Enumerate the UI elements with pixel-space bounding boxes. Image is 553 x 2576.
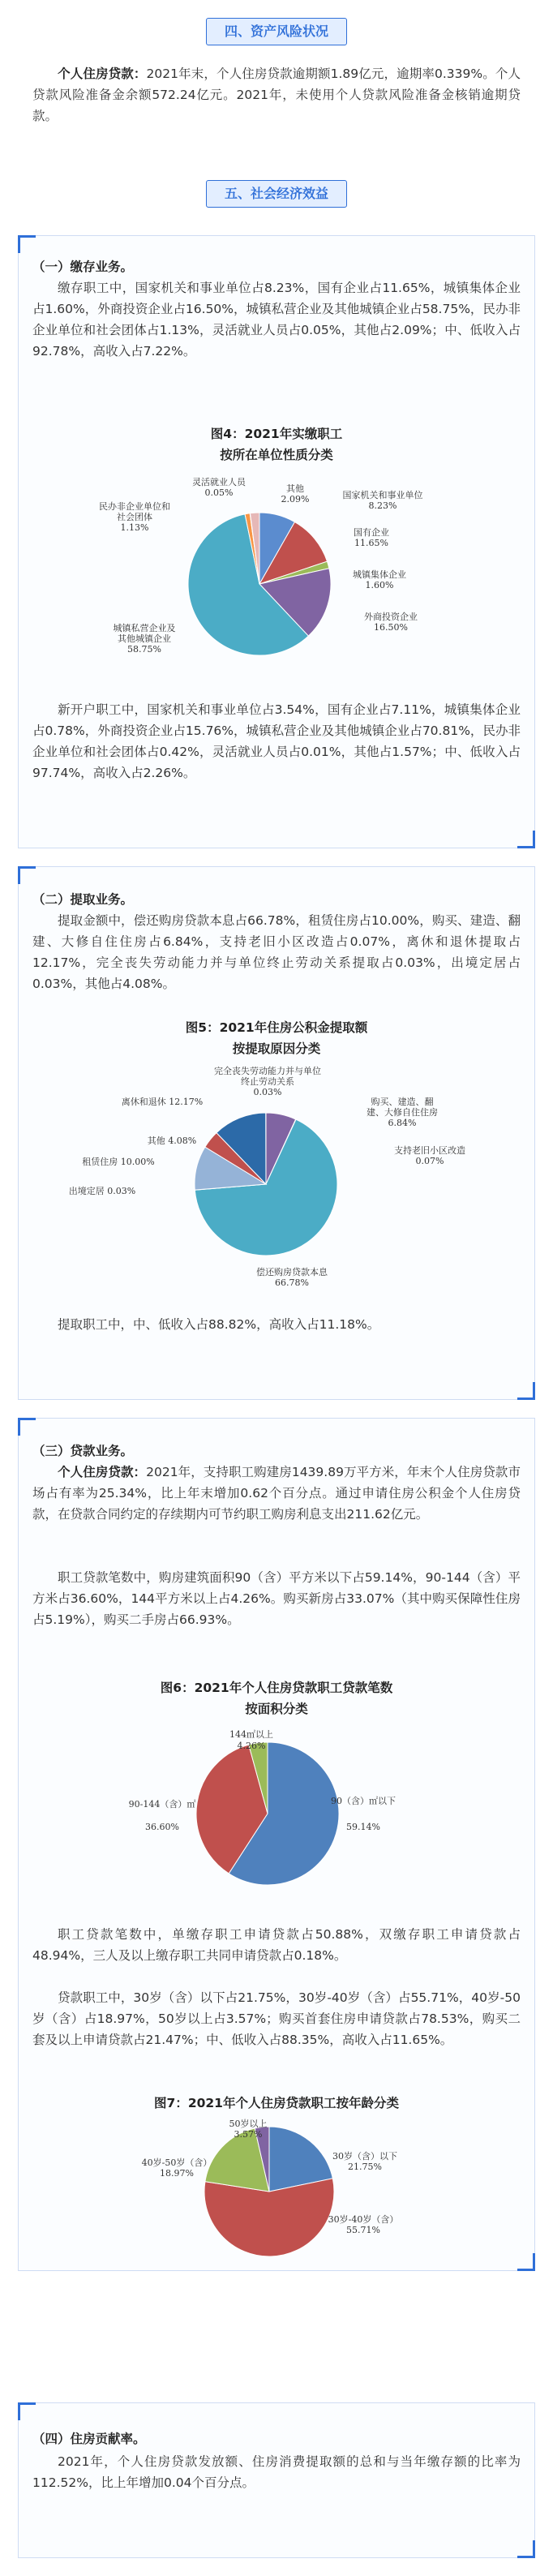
chart6-value-90144: 36.60% [145, 1822, 179, 1832]
card-corner [18, 866, 36, 884]
card-corner [517, 1382, 535, 1400]
chart4-value-coll: 1.60% [365, 580, 394, 590]
section4-title: 四、资产风险状况 [206, 18, 347, 45]
chart5-label-retire: 离休和退休 12.17% [121, 1097, 204, 1107]
chart4-label-npo: 民办非企业单位和 [99, 501, 170, 512]
withdraw-heading: （二）提取业务。 [32, 892, 134, 907]
chart4-value-soe: 11.65% [354, 538, 388, 548]
card-corner [517, 831, 535, 848]
chart4-label-other: 其他 [286, 483, 304, 494]
chart7-pie [0, 2115, 553, 2269]
chart4-label-coll: 城镇集体企业 [353, 569, 406, 580]
chart4-value-flex: 0.05% [204, 487, 234, 498]
chart7-label-3040: 30岁-40岁（含） [328, 2214, 399, 2225]
loan-paragraph-4: 贷款职工中，30岁（含）以下占21.75%，30岁-40岁（含）占55.71%，40岁-50岁（含）占18.97%，50岁以上占3.57%；购买首套住房申请贷款占78.53%，购买二套及以上申请贷款占21.47%；中、低收入占88.35%，高收入占11.65%。 [32, 1990, 521, 2047]
withdraw-paragraph-2: 提取职工中，中、低收入占88.82%，高收入占11.18%。 [58, 1317, 380, 1332]
chart5-label-disab: 完全丧失劳动能力并与单位 [214, 1066, 321, 1076]
chart5-label-misc: 其他 4.08% [147, 1136, 197, 1146]
chart4-label-soe: 国有企业 [354, 527, 389, 538]
chart4-label-flex: 灵活就业人员 [192, 477, 246, 487]
chart4-title-line1: 图4：2021年实缴职工 [210, 427, 343, 441]
chart4-label-npo-2: 社会团体 [117, 512, 152, 522]
contrib-paragraph: 2021年，个人住房贷款发放额、住房消费提取额的总和与当年缴存额的比率为112.52%，比上年增加0.04个百分点。 [32, 2454, 521, 2490]
chart7-value-30: 21.75% [348, 2162, 382, 2172]
chart5-title-line2: 按提取原因分类 [232, 1041, 321, 1056]
card-corner [18, 2402, 36, 2420]
chart5-label-buy: 购买、建造、翻 [371, 1097, 434, 1107]
deposit-heading: （一）缴存业务。 [32, 260, 134, 274]
chart6-value-144: 4.26% [237, 1741, 266, 1751]
chart5-pie [0, 1063, 553, 1298]
chart7-value-50: 3.57% [234, 2129, 263, 2140]
chart5-value-disab: 0.03% [253, 1087, 282, 1097]
chart5-value-oldres: 0.07% [415, 1156, 444, 1166]
chart4-label-priv-2: 其他城镇企业 [118, 633, 171, 644]
chart7-value-4050: 18.97% [160, 2168, 194, 2179]
loan-heading: （三）贷款业务。 [32, 1444, 134, 1458]
chart5-title-line1: 图5：2021年住房公积金提取额 [185, 1020, 368, 1035]
chart6-label-90: 90（含）㎡以下 [331, 1796, 396, 1806]
chart4-label-priv: 城镇私营企业及 [113, 623, 176, 633]
chart6-label-144: 144㎡以上 [229, 1729, 273, 1740]
card-corner [18, 235, 36, 253]
chart4-label-gov: 国家机关和事业单位 [342, 490, 423, 500]
chart5-label-oldres: 支持老旧小区改造 [394, 1145, 465, 1156]
section5-title: 五、社会经济效益 [206, 180, 347, 208]
loan-paragraph-2: 职工贷款笔数中，购房建筑面积90（含）平方米以下占59.14%，90-144（含）平方米占36.60%，144平方米以上占4.26%。购买新房占33.07%（其中购买保障性住房占5.19%），购买二手房占66.93%。 [32, 1570, 521, 1627]
deposit-paragraph-2: 新开户职工中，国家机关和事业单位占3.54%，国有企业占7.11%，城镇集体企业占0.78%，外商投资企业占15.76%，城镇私营企业及其他城镇企业占70.81%，民办非企业单位和社会团体占0.42%，灵活就业人员占0.01%，其他占1.57%；中、低收入占97.74%，高收入占2.26%。 [32, 702, 521, 780]
section5-header [0, 180, 553, 208]
chart6-value-90: 59.14% [346, 1822, 380, 1832]
chart5-label-disab-2: 终止劳动关系 [241, 1076, 294, 1087]
chart7-title: 图7：2021年个人住房贷款职工按年龄分类 [154, 2096, 399, 2110]
chart5-label-emig: 出境定居 0.03% [68, 1186, 136, 1196]
chart4-pie [0, 470, 553, 698]
card-corner [18, 1418, 36, 1436]
section4-paragraph [32, 63, 521, 127]
section4-header [0, 18, 553, 45]
chart4-title-line2: 按所在单位性质分类 [220, 448, 333, 462]
loan-paragraph-1: 个人住房贷款：2021年，支持职工购建房1439.89万平方米，年末个人住房贷款市场占有率为25.34%，比上年末增加0.62个百分点。通过申请住房公积金个人住房贷款，在贷款合同约定的存续期内可节约职工购房利息支出211.62亿元。 [32, 1465, 521, 1522]
chart5-label-buy-2: 建、大修自住住房 [367, 1107, 438, 1118]
chart4-value-gov: 8.23% [368, 500, 397, 511]
loan-paragraph-3: 职工贷款笔数中，单缴存职工申请贷款占50.88%，双缴存职工申请贷款占48.94%，三人及以上缴存职工共同申请贷款占0.18%。 [32, 1927, 521, 1963]
chart5-value-buy: 6.84% [388, 1118, 417, 1128]
chart5-value-repay: 66.78% [275, 1277, 309, 1288]
chart6-title-line1: 图6：2021年个人住房贷款职工贷款笔数 [160, 1681, 393, 1695]
chart6-title-line2: 按面积分类 [245, 1702, 308, 1716]
chart7-label-30: 30岁（含）以下 [332, 2151, 397, 2162]
chart7-label-4050: 40岁-50岁（含） [141, 2157, 212, 2168]
deposit-paragraph-1: 缴存职工中，国家机关和事业单位占8.23%，国有企业占11.65%，城镇集体企业占1.60%，外商投资企业占16.50%，城镇私营企业及其他城镇企业占58.75%，民办非企业单位和社会团体占1.13%，灵活就业人员占0.05%，其他占2.09%；中、低收入占92.78%，高收入占7.22%。 [32, 281, 521, 358]
withdraw-paragraph-1: 提取金额中，偿还购房贷款本息占66.78%，租赁住房占10.00%，购买、建造、翻建、大修自住住房占6.84%，支持老旧小区改造占0.07%，离休和退休提取占12.17%，完全丧失劳动能力并与单位终止劳动关系提取占0.03%，出境定居占0.03%，其他占4.08%。 [32, 913, 521, 991]
chart6-pie [0, 1724, 553, 1911]
section4-text: 2021年末，个人住房贷款逾期额1.89亿元，逾期率0.339%。个人贷款风险准备金余额572.24亿元。2021年，未使用个人贷款风险准备金核销逾期贷款。 [32, 67, 521, 123]
chart4-value-npo: 1.13% [120, 522, 149, 533]
card-corner [517, 2540, 535, 2558]
chart4-value-fdi: 16.50% [374, 622, 408, 633]
chart5-label-rent: 租赁住房 10.00% [82, 1157, 155, 1167]
chart6-label-90144: 90-144（含）㎡ [128, 1799, 196, 1810]
chart4-value-other: 2.09% [281, 494, 310, 504]
chart4-value-priv: 58.75% [127, 644, 161, 655]
chart4-label-fdi: 外商投资企业 [364, 612, 418, 622]
contrib-heading: （四）住房贡献率。 [32, 2432, 146, 2446]
chart5-label-repay: 偿还购房贷款本息 [256, 1267, 328, 1277]
chart7-label-50: 50岁以上 [229, 2119, 268, 2129]
chart7-value-3040: 55.71% [346, 2225, 380, 2235]
section4-lead: 个人住房贷款： [58, 67, 147, 81]
